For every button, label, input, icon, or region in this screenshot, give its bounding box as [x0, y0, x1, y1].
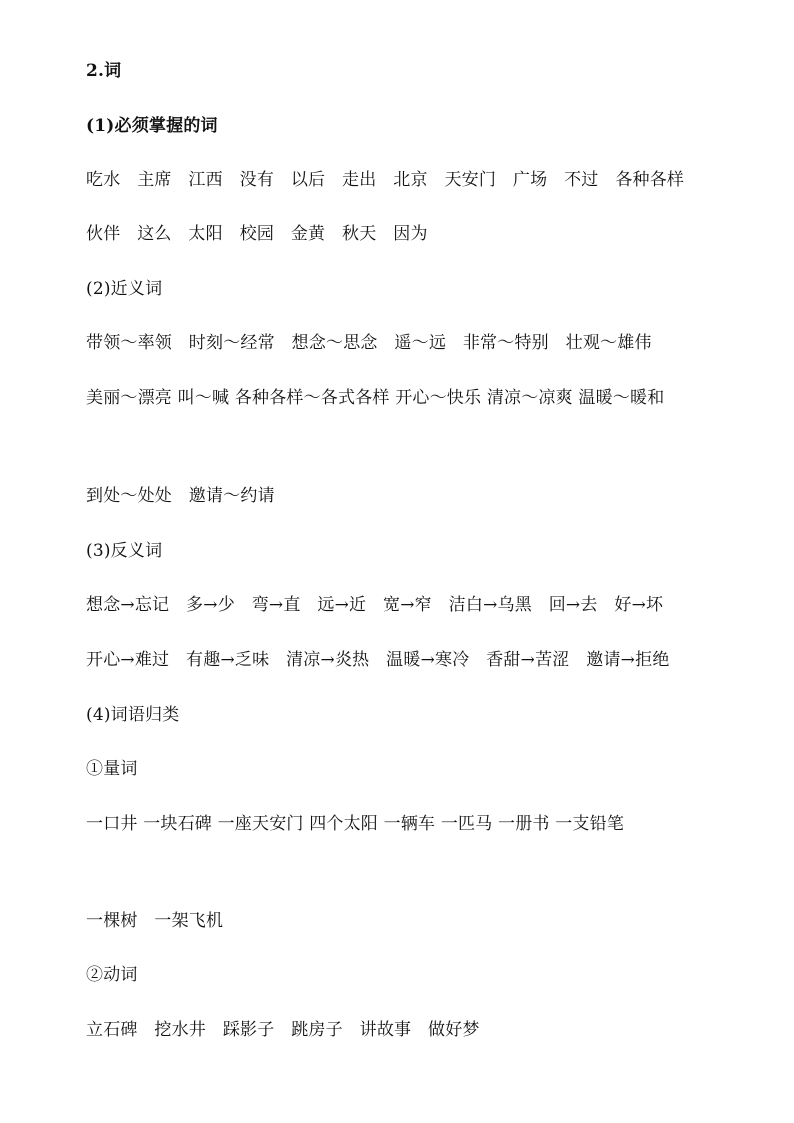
measure-words-row-1: 一口井 一块石碑 一座天安门 四个太阳 一辆车 一匹马 一册书 一支铅笔	[86, 814, 625, 834]
must-master-heading: (1)必须掌握的词	[86, 116, 218, 136]
antonyms-row-1: 想念→忘记 多→少 弯→直 远→近 宽→窄 洁白→乌黑 回→去 好→坏	[86, 595, 664, 615]
measure-words-row-2: 一棵树 一架飞机	[86, 911, 224, 931]
synonyms-row-1: 带领～率领 时刻～经常 想念～思念 遥～远 非常～特别 壮观～雄伟	[86, 333, 652, 353]
verbs-heading: ②动词	[86, 965, 138, 985]
must-master-row-1: 吃水 主席 江西 没有 以后 走出 北京 天安门 广场 不过 各种各样	[86, 170, 685, 190]
classification-heading: (4)词语归类	[86, 705, 180, 725]
antonyms-heading: (3)反义词	[86, 541, 163, 561]
synonyms-heading: (2)近义词	[86, 279, 163, 299]
verbs-row-1: 立石碑 挖水井 踩影子 跳房子 讲故事 做好梦	[86, 1020, 480, 1040]
antonyms-row-2: 开心→难过 有趣→乏味 清凉→炎热 温暖→寒冷 香甜→苦涩 邀请→拒绝	[86, 650, 670, 670]
must-master-row-2: 伙伴 这么 太阳 校园 金黄 秋天 因为	[86, 224, 428, 244]
synonyms-row-2: 美丽～漂亮 叫～喊 各种各样～各式各样 开心～快乐 清凉～凉爽 温暖～暖和	[86, 388, 665, 408]
measure-words-heading: ①量词	[86, 759, 138, 779]
synonyms-row-3: 到处～处处 邀请～约请	[86, 486, 275, 506]
section-title: 2.词	[86, 61, 122, 81]
